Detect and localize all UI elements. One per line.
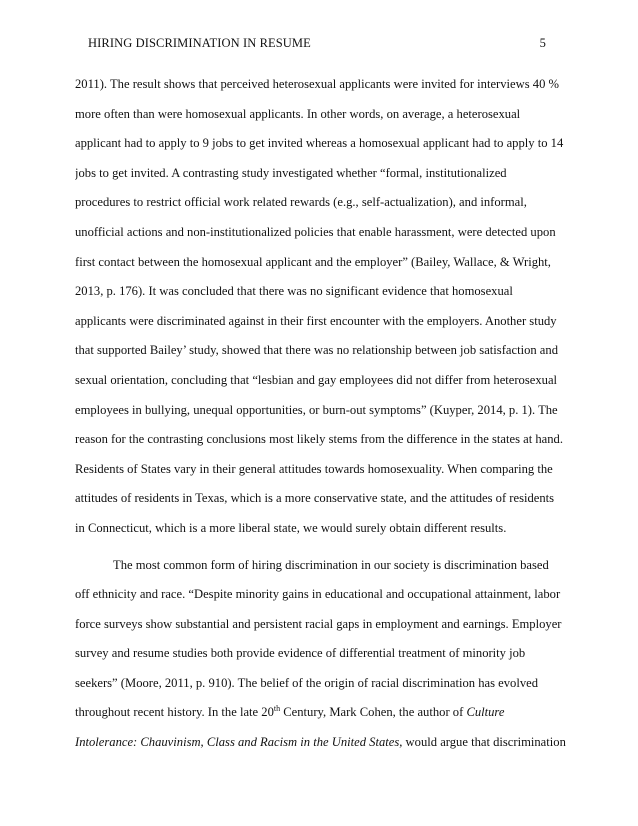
text-line bbox=[75, 728, 575, 758]
text-line: first contact between the homosexual applicant and the employer” (Bailey, Wallace, & Wright, bbox=[75, 254, 551, 269]
running-head: HIRING DISCRIMINATION IN RESUME bbox=[88, 36, 311, 50]
text-line: reason for the contrasting conclusions most likely stems from the difference in the states at hand. bbox=[75, 432, 563, 447]
text-run: throughout recent history. In the late 20 bbox=[75, 705, 274, 720]
text-line: in Connecticut, which is a more liberal state, we would surely obtain different results. bbox=[75, 520, 507, 535]
text-line: attitudes of residents in Texas, which is a more conservative state, and the attitudes of residents bbox=[75, 491, 555, 506]
paragraph-2 bbox=[75, 551, 575, 758]
text-line: 2011). The result shows that perceived heterosexual applicants were invited for interviews 40 % bbox=[75, 77, 560, 91]
text-run: Century, Mark Cohen, the author of bbox=[280, 705, 467, 720]
book-title: Intolerance: Chauvinism, Class and Racism in the United States, bbox=[75, 735, 403, 750]
text-line: force surveys show substantial and persistent racial gaps in employment and earnings. Employer bbox=[75, 616, 562, 631]
paragraph-gap bbox=[75, 544, 575, 551]
text-line: 2013, p. 176). It was concluded that there was no significant evidence that homosexual bbox=[75, 284, 513, 299]
text-line: applicant had to apply to 9 jobs to get invited whereas a homosexual applicant had to apply to 14 bbox=[75, 136, 564, 151]
text-line: jobs to get invited. A contrasting study investigated whether “formal, institutionalized bbox=[75, 165, 507, 180]
text-line: more often than were homosexual applicants. In other words, on average, a heterosexual bbox=[75, 106, 521, 121]
superscript-ordinal: th bbox=[273, 704, 281, 714]
page-header bbox=[88, 36, 546, 56]
text-line: employees in bullying, unequal opportunities, or burn-out symptoms” (Kuyper, 2014, p. 1). The bbox=[75, 402, 558, 417]
text-line: The most common form of hiring discrimination in our society is discrimination based bbox=[113, 557, 549, 572]
text-line: unofficial actions and non-institutionalized policies that enable harassment, were detected upon bbox=[75, 224, 556, 239]
text-line: sexual orientation, concluding that “lesbian and gay employees did not differ from heterosexual bbox=[75, 372, 558, 387]
text-line: procedures to restrict official work related rewards (e.g., self-actualization), and informal, bbox=[75, 195, 527, 210]
text-line: Residents of States vary in their general attitudes towards homosexuality. When comparing the bbox=[75, 461, 553, 476]
text-line: that supported Bailey’ study, showed that there was no relationship between job satisfaction and bbox=[75, 343, 558, 358]
body-text bbox=[75, 70, 575, 758]
text-line: survey and resume studies both provide evidence of differential treatment of minority job bbox=[75, 646, 526, 661]
text-line: applicants were discriminated against in their first encounter with the employers. Another study bbox=[75, 313, 557, 328]
text-line: seekers” (Moore, 2011, p. 910). The belief of the origin of racial discrimination has evolved bbox=[75, 675, 539, 690]
page-number: 5 bbox=[539, 36, 546, 50]
text-run: would argue that discrimination bbox=[402, 735, 566, 750]
paragraph-1 bbox=[75, 70, 575, 544]
book-title: Culture bbox=[466, 705, 505, 720]
text-line: off ethnicity and race. “Despite minority gains in educational and occupational attainment, labor bbox=[75, 587, 561, 602]
text-line bbox=[75, 698, 575, 728]
